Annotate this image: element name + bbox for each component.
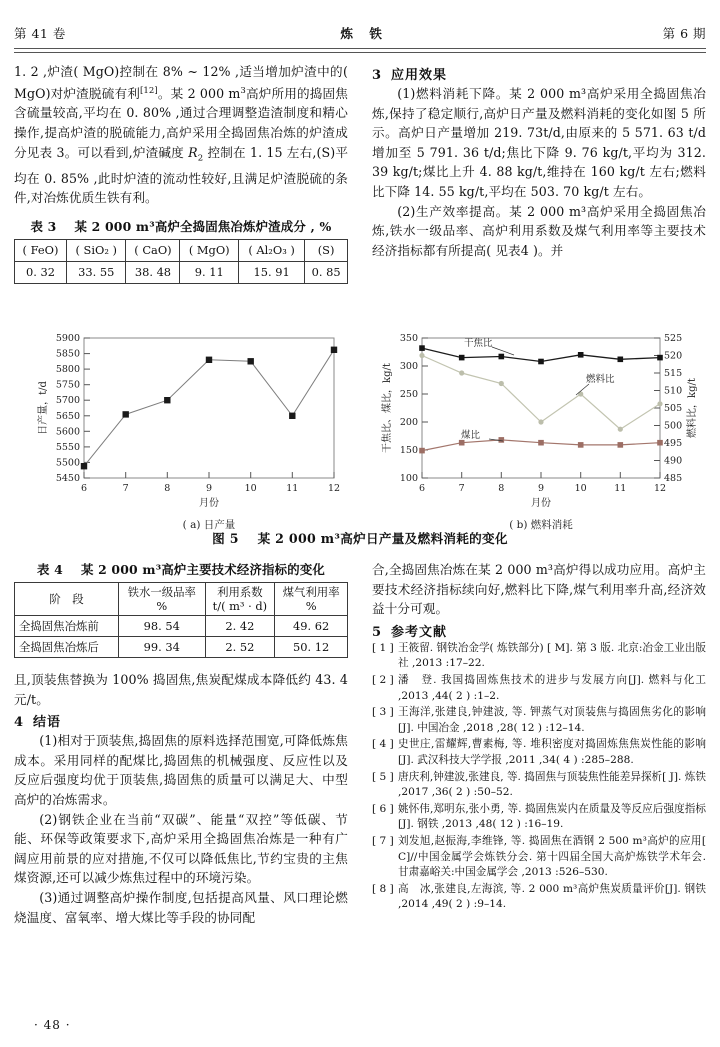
reference-item [372, 802, 706, 833]
reference-tag: [ 1 ] [372, 641, 394, 654]
svg-text:485: 485 [664, 473, 683, 484]
svg-text:5900: 5900 [55, 333, 80, 344]
reference-text: 王海洋,张建良,钟建波, 等. 钾蒸气对顶装焦与捣固焦劣化的影响[J]. 中国冶金 ,2018 ,28( 12 ) :12–14. [398, 706, 706, 734]
svg-text:505: 505 [664, 403, 683, 414]
table4-header-line1: 铁水一级品率 [127, 585, 196, 599]
table4-header-line2: % [305, 599, 317, 613]
reference-item [372, 673, 706, 704]
table-row [15, 616, 348, 637]
table4-header-line2: t/( m³ · d) [212, 599, 268, 613]
table4-cell-value: 98. 54 [119, 616, 206, 637]
table-slag-composition [14, 239, 348, 284]
table4-cell-value: 50. 12 [275, 637, 348, 658]
section5-number: 5 [372, 624, 383, 640]
left-column-bottom [14, 560, 348, 927]
symbol-R-subscript: 2 [197, 153, 204, 164]
table4-cell-stage: 全捣固焦冶炼后 [15, 637, 119, 658]
paragraph-conclusion-2: (2)钢铁企业在当前“双碳”、能量“双控”等低碳、节能、环保等政策要求下,高炉采用全捣固焦冶炼是一种有广阔应用前景的应对措施,不仅可以降低焦比,节约宝贵的主焦煤资源,还可以减少炼焦过程中的环境污染。 [14, 811, 348, 886]
reference-text: 高 冰,张建良,左海滨, 等. 2 000 m³高炉焦炭质量评价[J]. 钢铁 ,2014 ,49( 2 ) :9–14. [398, 882, 706, 911]
table3-header-cell: (S) [305, 239, 348, 261]
table3-header-cell: ( Al₂O₃ ) [239, 239, 305, 261]
section4-number: 4 [14, 715, 25, 731]
issue-label: 第 6 期 [662, 26, 706, 41]
para-text-c: 高炉所用的捣固焦含硫量较高,平均在 0. 80% ,通过合理调整造渣制度和精心操作,提高炉渣的脱硫能力,高炉采用全捣固焦冶炼的炉渣成分见表 3。可以看到,炉渣碱度 [14, 85, 348, 160]
table4-cell-value: 99. 34 [119, 637, 206, 658]
page-number: · 48 · [34, 1018, 71, 1032]
svg-text:520: 520 [664, 350, 683, 362]
svg-text:5850: 5850 [55, 348, 80, 360]
chart-b-annotation-coke-ratio: 干焦比 [464, 338, 493, 349]
table3-header-cell: ( CaO) [126, 239, 180, 261]
section-heading-conclusion [14, 711, 348, 730]
svg-text:5700: 5700 [55, 395, 80, 407]
reference-tag: [ 4 ] [372, 738, 394, 751]
chart-b-xtick-labels [419, 483, 666, 494]
chart-a-daily-output [36, 333, 340, 531]
table3-value-cell: 33. 55 [66, 261, 125, 283]
svg-text:5800: 5800 [55, 364, 80, 376]
para-text-b: 。某 2 000 m [157, 85, 241, 101]
reference-text: 王筱留. 钢铁冶金学( 炼铁部分) [ M]. 第 3 版. 北京:冶金工业出版社 ,2013 :17–22. [398, 641, 706, 670]
reference-item [372, 737, 706, 768]
para-text-a: 1. 2 ,炉渣( MgO)控制在 8% ~ 12% ,适当增加炉渣中的( MgO)对炉渣脱硫有利 [14, 64, 348, 101]
table-row [15, 637, 348, 658]
reference-text: 刘发旭,赵振海,李维锋, 等. 捣固焦在酒钢 2 500 m³高炉的应用[ C]//中国金属学会炼铁分会. 第十四届全国大高炉炼铁学术年会. 甘肃嘉峪关:中国金属学会 ,2013 :526–530. [398, 834, 706, 879]
svg-text:510: 510 [664, 385, 683, 397]
svg-text:8: 8 [164, 483, 171, 494]
section4-title: 结语 [33, 715, 62, 731]
svg-text:350: 350 [399, 333, 418, 344]
journal-name: 炼 铁 [340, 26, 388, 41]
svg-text:5500: 5500 [55, 457, 80, 469]
chart-b-series-coal-ratio-markers [419, 437, 663, 453]
table3-caption-prefix: 表 3 [30, 218, 57, 234]
table3-value-cell: 15. 91 [239, 261, 305, 283]
table4-caption-prefix: 表 4 [36, 562, 63, 577]
chart-b-annotation-fuel-ratio: 燃料比 [586, 374, 615, 385]
table3-caption [14, 217, 348, 235]
paragraph-slag-control [14, 62, 348, 208]
reference-tag: [ 6 ] [372, 802, 394, 815]
chart-a-xlabel: 月份 [199, 498, 219, 509]
table3-header-cell: ( FeO) [15, 239, 67, 261]
reference-tag: [ 2 ] [372, 673, 394, 686]
left-column-top [14, 62, 348, 284]
paragraph-cost-reduction: 且,顶装焦替换为 100% 捣固焦,焦炭配煤成本降低约 43. 4 元/t。 [14, 672, 348, 707]
column-container-bottom [14, 560, 706, 927]
table-row [15, 261, 348, 283]
reference-tag: [ 5 ] [372, 770, 394, 783]
right-column-top [372, 62, 706, 284]
paragraph-efficiency: (2)生产效率提高。某 2 000 m³高炉采用全捣固焦冶炼,铁水一级品率、高炉利用系数及煤气利用率等主要技术经济指标都有所提高( 见表4 )。并 [372, 203, 706, 258]
running-head [14, 24, 706, 42]
table4-cell-value: 2. 42 [205, 616, 275, 637]
svg-text:300: 300 [399, 361, 418, 372]
reference-item [372, 882, 706, 913]
chart-b-y2label: 燃料比，kg/t [687, 378, 698, 438]
table4-header-cell-stage [15, 583, 119, 616]
citation-marker-12: [12] [139, 85, 158, 96]
table4-caption [14, 560, 348, 578]
table4-cell-value: 49. 62 [275, 616, 348, 637]
table4-header-cell [275, 583, 348, 616]
svg-text:7: 7 [458, 483, 465, 494]
section3-title: 应用效果 [391, 68, 448, 83]
svg-text:11: 11 [286, 483, 299, 494]
volume-label: 第 41 卷 [14, 26, 66, 41]
svg-text:7: 7 [122, 483, 129, 494]
para-text-d: 控制在 1. 15 左右,(S)平均在 0. 85% ,此时炉渣的流动性较好,且满足炉渣脱硫的条件,对冶炼优质生铁有利。 [14, 144, 349, 206]
paragraph-fuel-consumption: (1)燃料消耗下降。某 2 000 m³高炉采用全捣固焦冶炼,保持了稳定顺行,高炉日产量及燃料消耗的变化如图 5 所示。高炉日产量增加 219. 73t/d,由原来的 5 571. 63 t/d 增加至 5 791. 36 t/d;焦比下降 9. 76 kg/t,平均为 312. 39 kg/t;煤比上升 4. 88 kg/t,维持在 160 kg/t 左右;燃料比下降 14. 55 kg/t,平均在 503. 70 kg/t 左右。 [372, 86, 706, 199]
table4-header-line1: 利用系数 [217, 585, 263, 599]
svg-text:12: 12 [653, 483, 667, 494]
table4-header-line1: 煤气利用率 [282, 585, 340, 599]
table3-header-cell: ( MgO) [180, 239, 239, 261]
chart-b-series-fuel-ratio-markers [419, 353, 662, 432]
svg-text:5750: 5750 [55, 379, 80, 391]
svg-text:525: 525 [664, 333, 683, 344]
reference-item [372, 770, 706, 801]
chart-b-xlabel: 月份 [531, 498, 551, 509]
svg-text:250: 250 [399, 389, 418, 400]
paragraph-application-success: 合,全捣固焦冶炼在某 2 000 m³高炉得以成功应用。高炉主要技术经济指标续向好,燃料比下降,煤气利用率升高,经济效益十分可观。 [372, 562, 706, 617]
svg-text:200: 200 [399, 417, 418, 428]
table3-value-cell: 9. 11 [180, 261, 239, 283]
section-heading-references [372, 621, 706, 640]
svg-text:6: 6 [80, 483, 88, 494]
svg-text:9: 9 [205, 483, 213, 494]
table-technical-indicators [14, 582, 348, 658]
table-row-header [15, 583, 348, 616]
chart-a-ylabel: 日产量，t/d [38, 381, 49, 435]
table4-caption-text: 某 2 000 m³高炉主要技术经济指标的变化 [80, 562, 326, 577]
superscript-cubic: 3 [240, 85, 246, 96]
reference-list [372, 641, 706, 913]
chart-a-series-line [84, 350, 334, 466]
svg-text:10: 10 [574, 483, 587, 494]
figure-caption-text: 某 2 000 m³高炉日产量及燃料消耗的变化 [257, 531, 508, 546]
table-row-header [15, 239, 348, 261]
table4-header-cell [119, 583, 206, 616]
right-column-bottom [372, 560, 706, 927]
chart-a-markers [81, 347, 337, 470]
reference-tag: [ 8 ] [372, 882, 394, 895]
section3-number: 3 [372, 68, 383, 83]
figure-caption-prefix: 图 5 [212, 531, 239, 546]
table3-value-cell: 38. 48 [126, 261, 180, 283]
header-rule [14, 48, 706, 53]
chart-b-series-fuel-ratio-line [422, 356, 660, 430]
svg-text:495: 495 [664, 438, 683, 449]
chart-b-fuel-consumption [380, 333, 698, 531]
svg-text:150: 150 [399, 445, 418, 456]
reference-item [372, 834, 706, 881]
reference-text: 史世庄,雷耀辉,曹素梅, 等. 堆积密度对捣固炼焦焦炭性能的影响[J]. 武汉科技大学学报 ,2011 ,34( 4 ) :285–288. [398, 738, 706, 766]
svg-text:10: 10 [244, 483, 257, 494]
chart-a-ytick-labels [56, 333, 80, 484]
svg-text:5600: 5600 [55, 426, 80, 438]
chart-a-xtick-labels [81, 483, 340, 494]
chart-b-left-ytick-labels [400, 333, 418, 484]
reference-item [372, 705, 706, 736]
reference-text: 姚怀伟,郑明东,张小勇, 等. 捣固焦炭内在质量及等反应后强度指标[J]. 钢铁 ,2013 ,48( 12 ) :16–19. [398, 802, 706, 831]
table3-value-cell: 0. 32 [15, 261, 67, 283]
column-container-top [14, 62, 706, 284]
table3-header-cell: ( SiO₂ ) [66, 239, 125, 261]
svg-text:11: 11 [614, 483, 627, 494]
symbol-R: R [188, 144, 198, 160]
svg-text:5650: 5650 [55, 410, 80, 422]
table4-header-line2: % [156, 599, 168, 613]
svg-text:6: 6 [418, 483, 426, 494]
reference-text: 唐庆利,钟建波,张建良, 等. 捣固焦与顶装焦性能差异探析[ J]. 炼铁 ,2017 ,36( 2 ) :50–52. [398, 770, 706, 799]
paragraph-conclusion-1: (1)相对于顶装焦,捣固焦的原料选择范围宽,可降低炼焦成本。采用同样的配煤比,捣固焦的机械强度、反应性以及反应后强度均优于顶装焦,捣固焦的质量可以满足大、中型高炉的冶炼需求。 [14, 733, 348, 807]
chart-b-ylabel: 干焦比、煤比，kg/t [382, 363, 393, 453]
reference-tag: [ 7 ] [372, 834, 394, 847]
section-heading-application-effect [372, 64, 706, 83]
paragraph-conclusion-3: (3)通过调整高炉操作制度,包括提高风量、风口理论燃烧温度、富氧率、增大煤比等手段的协同配 [14, 889, 348, 925]
svg-text:515: 515 [664, 368, 683, 379]
svg-text:9: 9 [537, 483, 545, 494]
section5-title: 参考文献 [391, 624, 448, 640]
reference-text: 潘 登. 我国捣固炼焦技术的进步与发展方向[J]. 燃料与化工 ,2013 ,44( 2 ) :1–2. [398, 673, 706, 702]
reference-tag: [ 3 ] [372, 706, 394, 719]
chart-b-annotation-coal-ratio: 煤比 [461, 430, 481, 441]
table4-cell-value: 2. 52 [205, 637, 275, 658]
figure-5-svg [14, 326, 706, 554]
svg-text:100: 100 [399, 473, 418, 484]
table4-header-line1: 阶 段 [49, 592, 84, 606]
table3-caption-text: 某 2 000 m³高炉全捣固焦冶炼炉渣成分 , % [74, 218, 332, 234]
svg-text:8: 8 [498, 483, 505, 494]
table4-cell-stage: 全捣固焦冶炼前 [15, 616, 119, 637]
figure-5-caption [14, 528, 706, 547]
chart-a-subcaption: ( a) 日产量 [182, 519, 236, 531]
reference-item [372, 641, 706, 672]
svg-text:490: 490 [664, 455, 683, 467]
svg-text:12: 12 [327, 483, 341, 494]
svg-text:5450: 5450 [55, 473, 80, 484]
chart-b-series-coke-ratio-markers [419, 345, 663, 364]
figure-5 [14, 326, 706, 556]
table3-value-cell: 0. 85 [305, 261, 348, 283]
chart-b-subcaption: ( b) 燃料消耗 [509, 519, 573, 531]
svg-text:500: 500 [664, 420, 683, 432]
chart-b-right-ytick-labels [664, 333, 682, 484]
svg-text:5550: 5550 [55, 441, 80, 453]
table4-header-cell [205, 583, 275, 616]
